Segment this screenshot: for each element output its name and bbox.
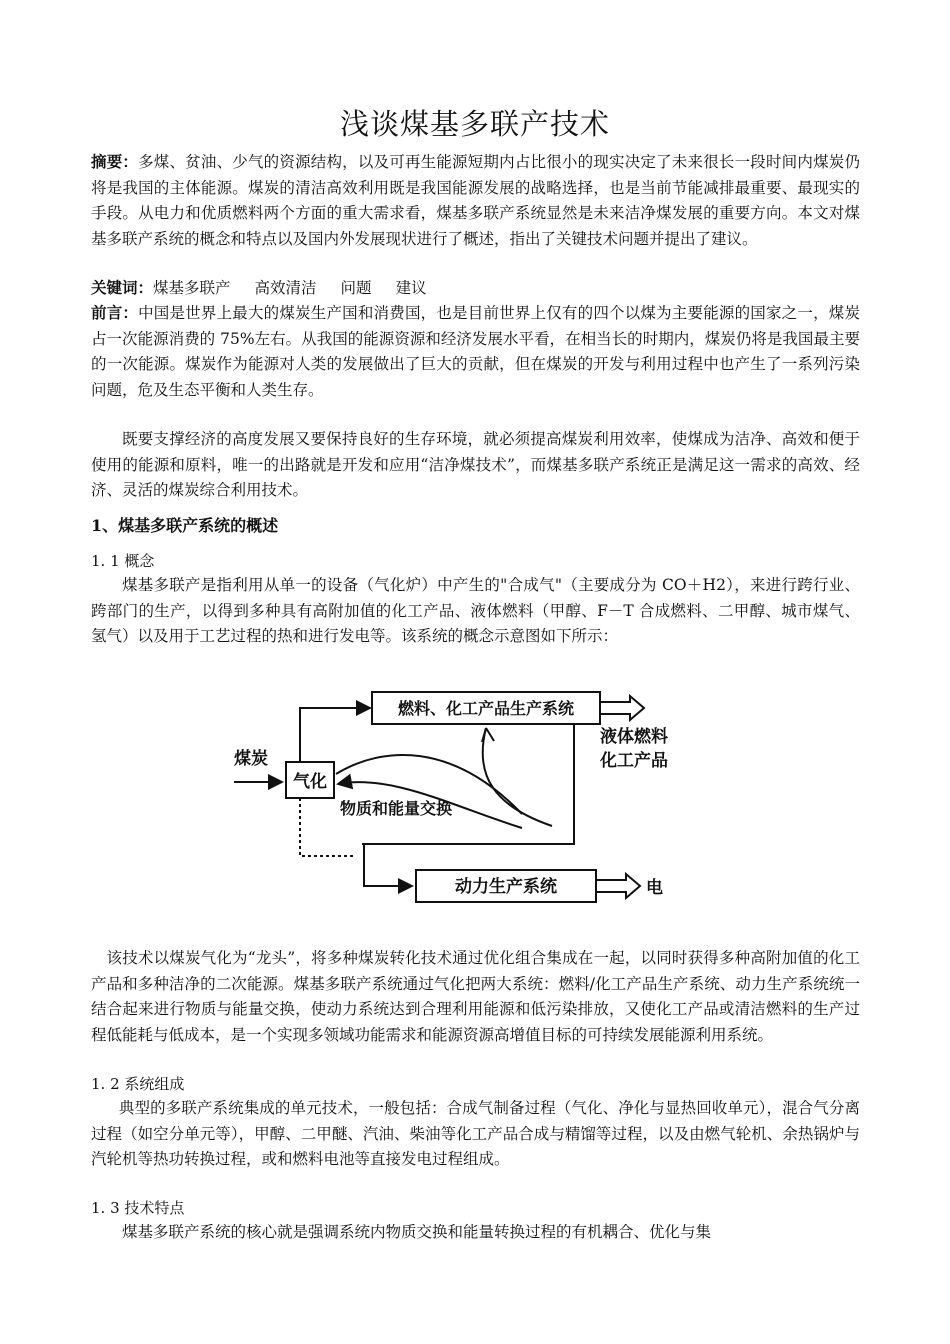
electricity-label: 电 — [646, 878, 663, 898]
keyword-item: 高效清洁 — [254, 279, 317, 297]
preface-paragraph — [91, 301, 860, 403]
section-heading: 1、煤基多联产系统的概述 — [91, 516, 279, 535]
exchange-curve-3 — [483, 728, 552, 826]
keyword-item: 问题 — [340, 279, 372, 297]
gas-to-chem-line — [300, 708, 370, 762]
coal-label: 煤炭 — [234, 749, 268, 769]
keywords-paragraph — [91, 276, 860, 302]
composition-paragraph: 典型的多联产系统集成的单元技术，一般包括：合成气制备过程（气化、净化与显热回收单元），混合气分离过程（如空分单元等），甲醇、二甲醚、汽油、柴油等化工产品合成与精馏等过程，以及由燃气轮机、余热锅炉与汽轮机等热功转换过程，或和燃料电池等直接发电过程组成。 — [91, 1099, 860, 1168]
keyword-item: 建议 — [395, 279, 427, 297]
chem-product-label: 化工产品 — [600, 751, 668, 771]
return-line — [362, 724, 574, 844]
document-title: 浅谈煤基多联产技术 — [339, 107, 610, 141]
power-label: 动力生产系统 — [455, 877, 557, 897]
concept-paragraph: 煤基多联产是指利用从单一的设备（气化炉）中产生的"合成气"（主要成分为 CO＋H2），来进行跨行业、跨部门的生产，以得到多种具有高附加值的化工产品、液体燃料（甲醇、F－T 合成燃料、二甲醇、城市煤气、氢气）以及用于工艺过程的热和进行发电等。该系统的概念示意图如下所示： — [91, 576, 860, 645]
exchange-label: 物质和能量交换 — [340, 799, 453, 818]
abstract-label: 摘要： — [91, 153, 139, 171]
output-arrow-icon — [600, 696, 644, 720]
keywords-label: 关键词： — [91, 279, 154, 297]
gasify-label: 气化 — [293, 772, 327, 792]
keyword-item: 煤基多联产 — [153, 279, 231, 297]
abstract-text: 多煤、贫油、少气的资源结构，以及可再生能源短期内占比很小的现实决定了未来很长一段时间内煤炭仍将是我国的主体能源。煤炭的清洁高效利用既是我国能源发展的战略选择，也是当前节能减排最重要、最现实的手段。从电力和优质燃料两个方面的重大需求看，煤基多联产系统显然是未来洁净煤发展的重要方向。本文对煤基多联产系统的概念和特点以及国内外发展现状进行了概述，指出了关键技术问题并提出了建议。 — [91, 153, 860, 248]
abstract-paragraph — [91, 150, 860, 252]
system-concept-diagram — [232, 686, 692, 911]
features-paragraph: 煤基多联产系统的核心就是强调系统内物质交换和能量转换过程的有机耦合、优化与集 — [122, 1223, 712, 1241]
preface-text: 中国是世界上最大的煤炭生产国和消费国，也是目前世界上仅有的四个以煤为主要能源的国家之一，煤炭占一次能源消费的 75%左右。从我国的能源资源和经济发展水平看，在相当长的时期内，煤炭仍将是我国最主要的一次能源。煤炭作为能源对人类的发展做出了巨大的贡献，但在煤炭的开发与利用过程中也产生了一系列污染问题，危及生态平衡和人类生存。 — [91, 304, 860, 399]
preface-paragraph-2: 既要支撑经济的高度发展又要保持良好的生存环境，就必须提高煤炭利用效率，使煤成为洁净、高效和便于使用的能源和原料，唯一的出路就是开发和应用“洁净煤技术”，而煤基多联产系统正是满足这一需求的高效、经济、灵活的煤炭综合利用技术。 — [91, 430, 860, 499]
liquid-fuel-label: 液体燃料 — [600, 727, 668, 747]
technology-paragraph: 该技术以煤炭气化为“龙头”，将多种煤炭转化技术通过优化组合集成在一起，以同时获得多种高附加值的化工产品和多种洁净的二次能源。煤基多联产系统通过气化把两大系统：燃料/化工产品生产系统、动力生产系统统一结合起来进行物质与能量交换，使动力系统达到合理利用能源和低污染排放，又使化工产品或清洁燃料的生产过程低能耗与低成本，是一个实现多领域功能需求和能源资源高增值目标的可持续发展能源利用系统。 — [91, 949, 860, 1044]
to-power-line — [364, 844, 412, 886]
subsection-heading-features: 1. 3 技术特点 — [91, 1199, 185, 1217]
subsection-heading-composition: 1. 2 系统组成 — [91, 1075, 185, 1093]
preface-label: 前言： — [91, 304, 139, 322]
power-arrow-icon — [596, 874, 640, 898]
fuel-chem-label: 燃料、化工产品生产系统 — [397, 699, 575, 718]
subsection-heading-concept: 1. 1 概念 — [91, 552, 155, 570]
